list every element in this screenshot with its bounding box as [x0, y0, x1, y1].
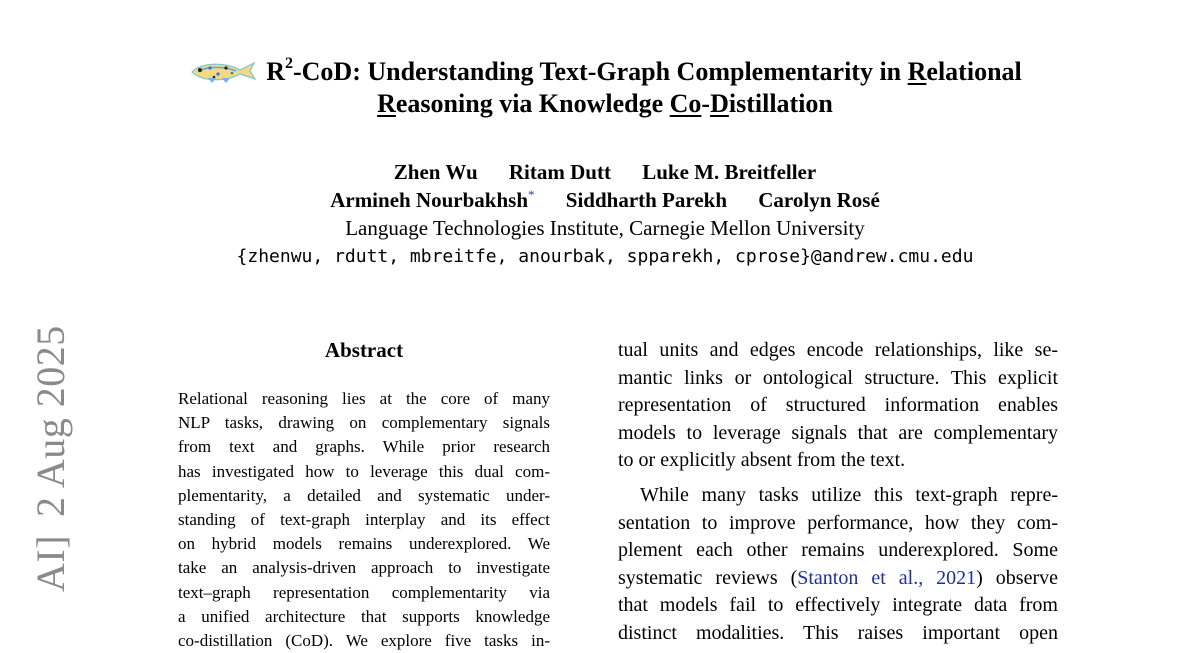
body-line: tual units and edges encode relationships, like se- — [618, 339, 1058, 361]
abstract-line: on hybrid models remains underexplored. We — [178, 534, 550, 554]
fish-logo-icon — [188, 58, 258, 84]
title-superscript: 2 — [285, 55, 293, 73]
author-name: Ritam Dutt — [508, 160, 611, 184]
title-underlined-r2: R — [377, 89, 396, 118]
body-line: While many tasks utilize this text-graph repre- — [640, 483, 1058, 506]
abstract-body — [178, 387, 550, 653]
arxiv-stamp-category: AI] — [28, 534, 73, 592]
author-footnote-mark[interactable]: * — [528, 187, 535, 202]
paper-title — [140, 56, 1070, 120]
abstract-line: from text and graphs. While prior research — [178, 437, 550, 457]
body-text: systematic reviews ( — [618, 566, 798, 589]
title-dash: - — [701, 89, 711, 118]
title-underlined-r1: R — [907, 57, 927, 86]
body-line: distinct modalities. This raises important open — [618, 621, 1058, 644]
author-name: Luke M. Breitfeller — [642, 160, 817, 184]
author-emails: {zhenwu, rdutt, mbreitfe, anourbak, spparekh, cprose}@andrew.cmu.edu — [236, 246, 974, 267]
abstract-heading: Abstract — [324, 338, 404, 362]
title-r: R — [266, 57, 285, 86]
body-line: to or explicitly absent from the text. — [618, 449, 906, 472]
paper-title-block — [140, 56, 1070, 120]
author-name: Siddharth Parekh — [565, 188, 728, 212]
title-line2-text-b: istillation — [728, 89, 833, 118]
body-line: mantic links or ontological structure. This explicit — [618, 366, 1058, 389]
author-name: Zhen Wu — [393, 160, 478, 184]
body-right-column — [618, 337, 1058, 648]
author-name: Carolyn Rosé — [758, 188, 880, 212]
author-name — [330, 186, 534, 214]
title-underlined-d: D — [710, 89, 729, 118]
abstract-line: Relational reasoning lies at the core of many — [178, 389, 550, 408]
body-text: ) observe — [976, 566, 1059, 589]
abstract-line: has investigated how to leverage this dual com- — [178, 461, 550, 481]
abstract-line: NLP tasks, drawing on complementary signals — [178, 413, 550, 433]
title-line1-text-a: -CoD: Understanding Text-Graph Complementarity in — [293, 57, 908, 86]
abstract-line: a unified architecture that supports knowledge — [178, 606, 550, 626]
abstract-line: text–graph representation complementarity via — [178, 582, 550, 602]
abstract-line: co-distillation (CoD). We explore five tasks in- — [178, 630, 550, 650]
abstract-line: plementarity, a detailed and systematic under- — [178, 485, 550, 505]
author-row-2 — [140, 186, 1070, 214]
author-name-text: Armineh Nourbakhsh — [330, 188, 529, 212]
author-row-1 — [140, 158, 1070, 186]
body-line: models to leverage signals that are complementary — [618, 421, 1058, 444]
author-block — [140, 158, 1070, 272]
abstract-line: take an analysis-driven approach to investigate — [178, 558, 550, 578]
citation-link[interactable]: Stanton et al., 2021 — [797, 566, 977, 589]
arxiv-side-stamp — [28, 0, 74, 648]
affiliation: Language Technologies Institute, Carnegie Mellon University — [345, 216, 865, 240]
body-line: representation of structured information enables — [618, 394, 1058, 417]
title-line1-text-b: elational — [926, 57, 1022, 86]
body-line: sentation to improve performance, how they com- — [618, 511, 1058, 534]
title-line2-text-a: easoning via Knowledge — [395, 89, 670, 118]
body-line: plement each other remains underexplored. Some — [618, 539, 1058, 562]
body-line-with-citation — [618, 565, 1058, 593]
paragraph-gap — [618, 475, 1058, 482]
abstract-line: standing of text-graph interplay and its effect — [178, 509, 550, 529]
body-line: that models fail to effectively integrate data from — [618, 594, 1058, 617]
arxiv-stamp-date: 2 Aug 2025 — [28, 325, 73, 517]
title-underlined-co: Co — [669, 89, 702, 118]
